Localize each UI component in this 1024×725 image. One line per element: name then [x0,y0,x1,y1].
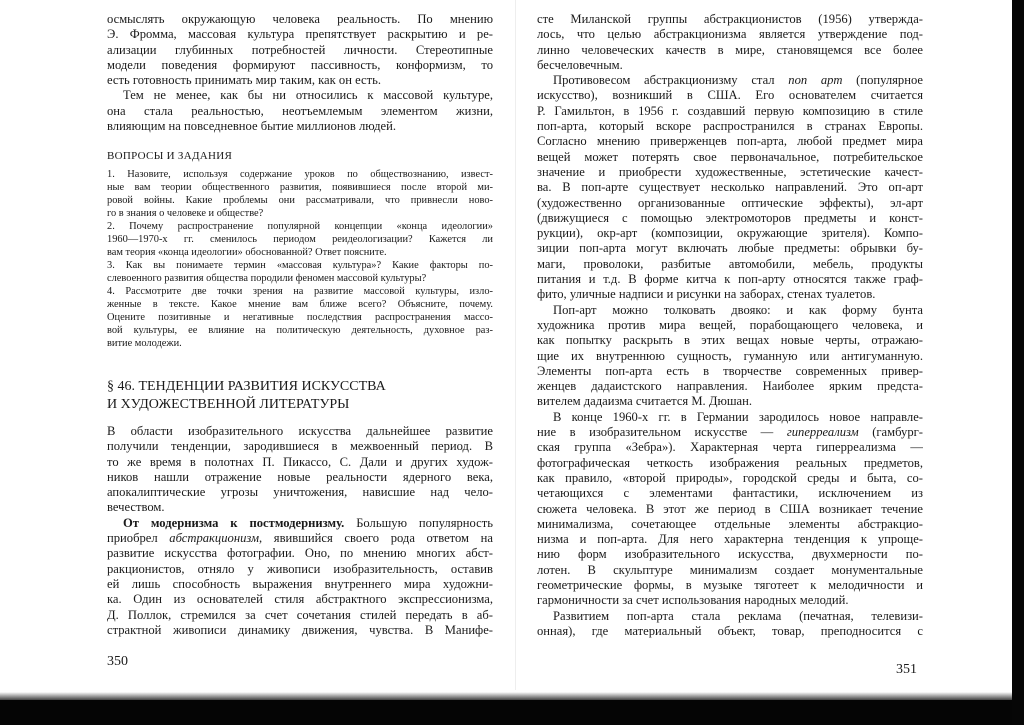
paragraph-line: бесчеловечным. [537,57,623,72]
paragraph-line: сте Миланской группы абстракционистов (1956) утвержда- [537,12,923,26]
questions-list [107,168,493,350]
paragraph-line: как попытку раскрыть в этих вещах новые черты, отражаю- [537,333,923,348]
question-line: Оцените позитивные и негативные последствия распространения массо- [107,312,493,323]
question-line: 1960—1970-х гг. сменилось периодом реидеологизации? Кажется ли [107,234,493,245]
paragraph-line: ние в изобразительном искусстве — гиперреализм (гамбург- [537,425,923,440]
page-number-left: 350 [107,654,128,669]
paragraph-line: щие их внутреннюю сущность, гуманную или антигуманную. [537,348,923,363]
question-line: 4. Рассмотрите две точки зрения на развитие массовой культуры, изло- [107,286,493,297]
paragraph-line: фотографическая четкость изображения реальных предметов, [537,455,923,470]
question-line: слевоенного развития общества породили феномен массовой культуры? [107,273,427,284]
paragraph-line: вителем дадаизма считается М. Дюшан. [537,394,753,409]
paragraph-line: значение и приобрести художественные, эстетические качест- [537,164,923,179]
question-line: вой культуры, ее влияние на политическую деятельность, духовное раз- [107,325,493,336]
questions-heading: ВОПРОСЫ И ЗАДАНИЯ [107,150,233,162]
paragraph-line: ва. В поп-арте существует несколько направлений. Это оп-арт [537,180,923,195]
question-line: 2. Почему распространение популярной концепции «конца идеологии» [107,221,493,232]
paragraph-line: лотен. В скульптуре минимализм создает монументальные [537,562,923,577]
paragraph-line: Согласно мнению приверженцев поп-арта, любой предмет мира [537,134,923,149]
paragraph-line: В конце 1960-х гг. в Германии зародилось новое направле- [553,409,923,424]
paragraph-line: (движущиеся с помощью электромоторов предметы и конст- [537,210,923,225]
paragraph-line: линно человеческих качеств в мире, становящемся все более [537,42,923,57]
paragraph-line: минимализма, сочетающее отдельные элементы абстракцио- [537,516,923,531]
right-page-text [537,12,923,639]
question-line: 3. Как вы понимаете термин «массовая культура»? Какие факторы по- [107,260,493,271]
paragraph-line: получили тенденции, зародившиеся в межвоенный период. В [107,439,493,454]
paragraph-line: Д. Поллок, стремился за счет сочетания стилей передать в аб- [107,607,493,622]
paragraph-line: лось, что целью абстракционизма является утверждение под- [537,27,923,42]
section-title-line1: § 46. ТЕНДЕНЦИИ РАЗВИТИЯ ИСКУССТВА [107,379,386,394]
section-title-line2: И ХУДОЖЕСТВЕННОЙ ЛИТЕРАТУРЫ [107,397,350,412]
section-title [107,378,493,414]
paragraph-line: Р. Гамильтон, в 1956 г. создавший первую композицию в стиле [537,103,923,118]
paragraph-line: четающихся с элементами фантастики, исключением из [537,486,923,501]
question-line: витие молодежи. [107,338,182,349]
paragraph-line: низма и поп-арта. Для него характерна тенденция к упроще- [537,532,923,547]
paragraph-line: модели поведения формируют пассивность, конформизм, то [107,57,493,72]
paragraph-line: геометрические формы, в музыке тяготеет к мелодичности и [537,577,923,592]
paragraph-line: поп-арта, который вскоре распространился в странах Европы. [537,119,923,134]
paragraph-line: она стала реальностью, неотъемлемым элементом жизни, [107,103,493,118]
page-fold [515,0,516,690]
paragraph-line: зиции поп-арта могут включать любые предметы: обрывки бу- [537,241,923,256]
paragraph-line: есть готовность принимать мир таким, как он есть. [107,73,381,88]
paragraph-line: ализации глубинных потребностей личности. Стереотипные [107,42,493,57]
paragraph-line: маги, проволоки, разбитые автомобили, мебель, продукты [537,256,923,271]
paragraph-line: апокалиптические угрозы уничтожения, нависшие над чело- [107,485,493,500]
question-line: ровой войны. Какие проблемы они рассматривали, что привнесли ново- [107,195,493,206]
question-line: го в знания о человеке и обществе? [107,208,264,219]
section-body [107,424,493,638]
paragraph-line: рукции), окр-арт (композиции, окружающие зрителя). Компо- [537,226,923,241]
paragraph-line: вещей может потерять свое первоначальное, потребительское [537,149,923,164]
question-line: ные вам теории общественного развития, появившиеся после второй ми- [107,182,493,193]
paragraph-line: Э. Фромма, массовая культура препятствует раскрытию и ре- [107,27,493,42]
paragraph-line: развитие искусства фотографии. Оно, по мнению многих абст- [107,546,493,561]
paragraph-line: приобрел абстракционизм, явившийся своего рода ответом на [107,531,493,546]
paragraph-line: Противовесом абстракционизму стал поп арт (популярное [553,73,923,88]
question-line: женные в тексте. Какое мнение вам ближе всего? Объясните, почему. [107,299,493,310]
paragraph-line: осмыслять окружающую человека реальность. По мнению [107,12,493,26]
question-line: 1. Назовите, используя содержание уроков по обществознанию, извест- [107,169,493,180]
left-intro [107,12,493,134]
paragraph-line: Развитием поп-арта стала реклама (печатная, телевизи- [553,608,923,623]
paragraph-line: ей лишь способность выражения внутреннего мира художни- [107,576,493,591]
paragraph-line: фито, уличные надписи и рисунки на заборах, стенах туалетов. [537,287,876,302]
paragraph-line: ников нашли отражение новые реальности ядерного века, [107,469,493,484]
paragraph-line: Элементы поп-арта есть в творчестве современных привер- [537,363,923,378]
paragraph-line: ка. Один из основателей стиля абстрактного экспрессионизма, [107,592,493,607]
paragraph-line: питания и т.д. В форме китча к поп-арту относятся также граф- [537,272,923,287]
paragraph-line: страктной живописи динамику движения, чувства. В Манифе- [107,622,493,637]
paragraph-line: онная), где материальный объект, товар, преподносится с [537,623,923,638]
paragraph-line: сюжета человека. В этот же период в США возникает течение [537,501,923,516]
paragraph-line: то же время в полотнах П. Пикассо, С. Дали и других худож- [107,454,493,469]
paragraph-line: Поп-арт можно толковать двояко: и как форму бунта [553,302,923,317]
paragraph-line: художника против мира вещей, порабощающего человека, и [537,317,923,332]
page-number-right: 351 [896,662,917,677]
paragraph-line: влияющим на повседневное бытие миллионов людей. [107,119,396,134]
question-line: вам теория «конца идеологии» обоснованной? Ответ поясните. [107,247,387,258]
paragraph-line: как правило, «второй природы», городской среды и быта, со- [537,470,923,485]
scan-border-bottom [0,700,1024,725]
paragraph-line: Тем не менее, как бы ни относились к массовой культуре, [123,88,493,103]
paragraph-line: В области изобразительного искусства дальнейшее развитие [107,424,493,438]
scan-border-right [1012,0,1024,725]
paragraph-line: искусство), возникший в США. Его основателем считается [537,88,923,103]
paragraph-line: От модернизма к постмодернизму. Большую популярность [123,515,493,530]
paragraph-line: нию форм изобразительного искусства, двухмерности по- [537,547,923,562]
scan-shadow [0,692,1024,700]
paragraph-line: гармоничности за счет использования народных мелодий. [537,593,849,608]
paragraph-line: ракционистов, отняло у живописи изобразительность, оставив [107,561,493,576]
paragraph-line: ская группа «Зебра»). Характерная черта гиперреализма — [537,440,923,455]
paragraph-line: (художественно организованные оптические эффекты), эл-арт [537,195,923,210]
paragraph-line: женцев дадаистского направления. Наиболее ярким предста- [537,379,923,394]
paragraph-line: вечеством. [107,500,165,515]
